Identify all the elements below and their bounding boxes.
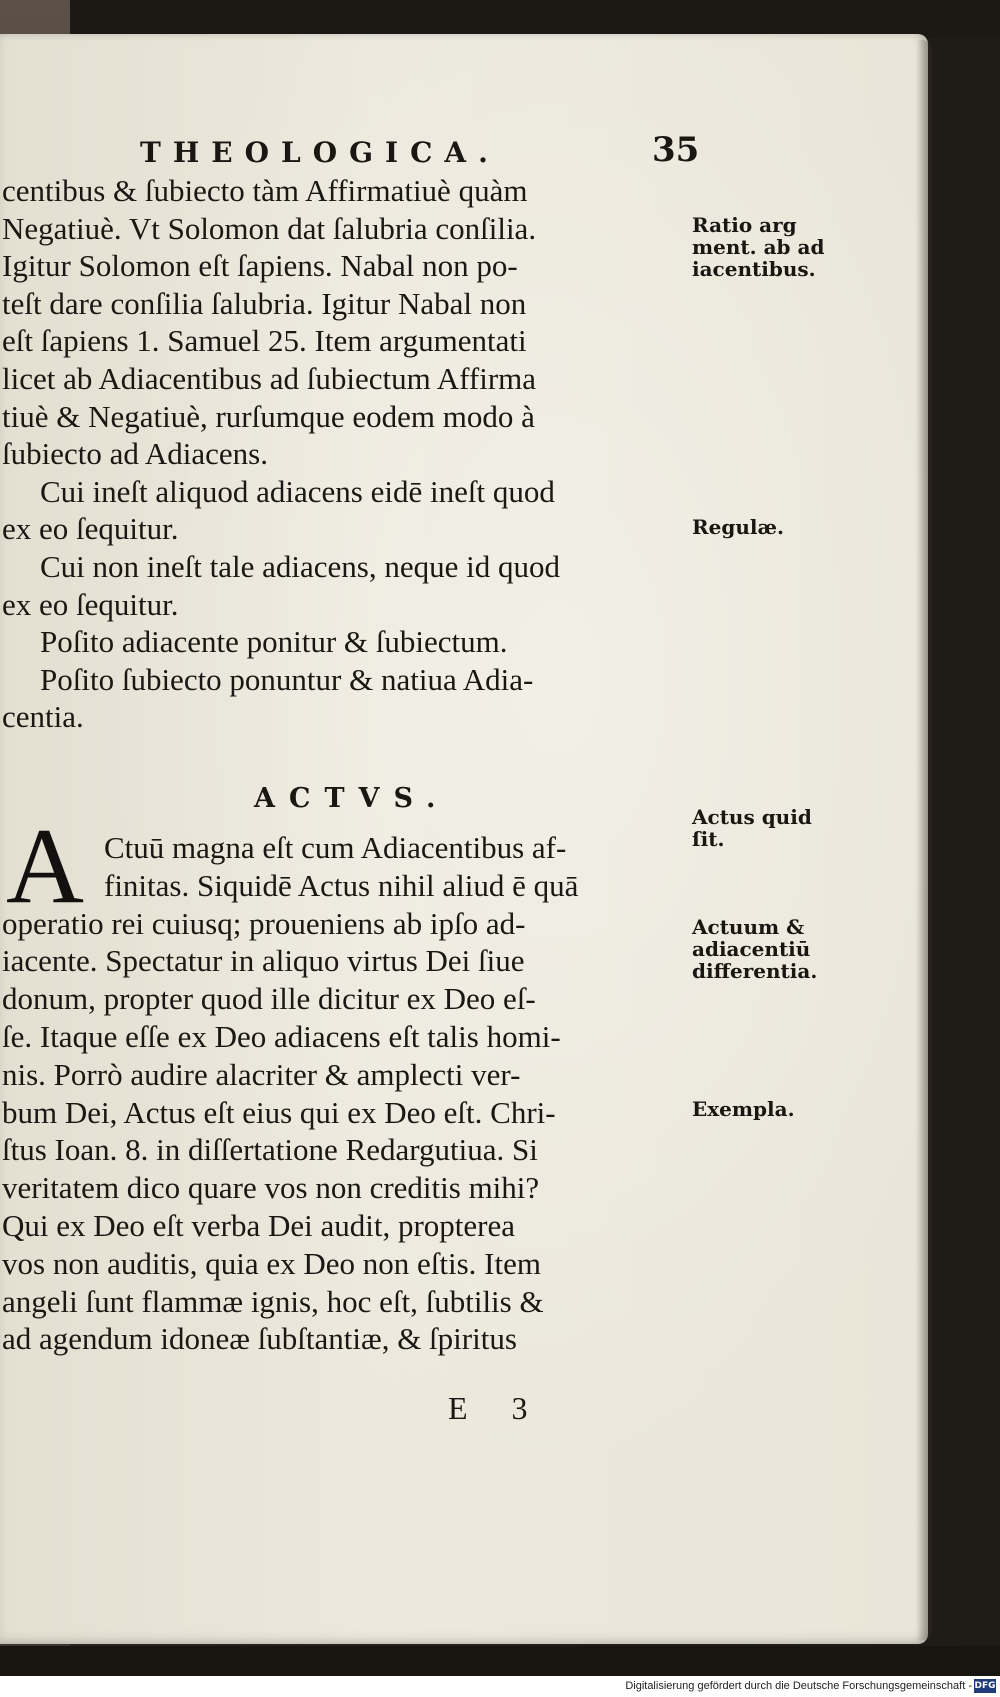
rule-line: centia. bbox=[2, 699, 84, 735]
marginal-line: Ratio arg bbox=[692, 213, 797, 237]
marginal-note-actuum bbox=[692, 916, 832, 982]
rule-line: ex eo ſequitur. bbox=[2, 586, 179, 622]
text-line: centibus & ſubiecto tàm Affirmatiuè quàm bbox=[2, 173, 528, 208]
section-line: angeli ſunt flammæ ignis, hoc eſt, ſubtilis & bbox=[2, 1283, 544, 1319]
rule-line: Cui non ineſt tale adiacens, neque id quod bbox=[40, 548, 560, 584]
section-line: ad agendum idoneæ ſubſtantiæ, & ſpiritus bbox=[2, 1321, 517, 1357]
section-line: Ctuū magna eſt cum Adiacentibus af- bbox=[104, 830, 567, 865]
attribution-text: Digitalisierung gefördert durch die Deutsche Forschungsgemeinschaft - bbox=[625, 1680, 972, 1692]
section-line: operatio rei cuiusq; proueniens ab ipſo ad- bbox=[2, 905, 526, 941]
scan-bottom-margin bbox=[0, 1646, 1000, 1676]
marginal-line: Actuum & bbox=[692, 915, 805, 939]
section-heading: ACTVS. bbox=[254, 783, 450, 814]
marginal-line: adiacentiū bbox=[692, 937, 811, 961]
rule-line: ex eo ſequitur. bbox=[2, 511, 179, 547]
main-text-block bbox=[2, 172, 682, 736]
signature-mark: E 3 bbox=[448, 1390, 546, 1426]
marginal-note-ratio bbox=[692, 214, 832, 280]
text-line: licet ab Adiacentibus ad ſubiectum Affirma bbox=[2, 360, 537, 396]
section-line: bum Dei, Actus eſt eius qui ex Deo eſt. Chri- bbox=[2, 1094, 556, 1130]
marginal-line: Exempla. bbox=[692, 1097, 795, 1121]
drop-cap-initial: A bbox=[6, 807, 84, 926]
section-line: finitas. Siquidē Actus nihil aliud ē quā bbox=[104, 867, 579, 903]
section-line: vos non auditis, quia ex Deo non eſtis. Item bbox=[2, 1245, 541, 1281]
text-line: Negatiuè. Vt Solomon dat ſalubria conſilia. bbox=[2, 210, 537, 246]
marginal-line: ſit. bbox=[692, 827, 725, 851]
marginal-note-actus-quid bbox=[692, 806, 832, 850]
text-line: tiuè & Negatiuè, rurſumque eodem modo à bbox=[2, 398, 535, 434]
marginal-line: Actus quid bbox=[692, 805, 812, 829]
text-line: teſt dare conſilia ſalubria. Igitur Nabal non bbox=[2, 285, 527, 321]
rule-line: Poſito adiacente ponitur & ſubiectum. bbox=[40, 624, 508, 660]
section-line: veritatem dico quare vos non creditis mihi? bbox=[2, 1170, 540, 1206]
rule-line: Poſito ſubiecto ponuntur & natiua Adia- bbox=[40, 661, 534, 697]
page-edge-shadow bbox=[916, 40, 932, 1640]
marginal-note-exempla bbox=[692, 1098, 832, 1120]
section-line: nis. Porrò audire alacriter & amplecti ver- bbox=[2, 1056, 521, 1092]
text-line: Igitur Solomon eſt ſapiens. Nabal non po- bbox=[2, 248, 518, 284]
text-line: ſubiecto ad Adiacens. bbox=[2, 436, 268, 472]
dfg-logo: DFG bbox=[974, 1681, 996, 1691]
scan-top-margin bbox=[0, 0, 1000, 38]
rule-line: Cui ineſt aliquod adiacens eidē ineſt quod bbox=[40, 473, 555, 509]
marginal-line: differentia. bbox=[692, 959, 818, 983]
section-text-block bbox=[2, 829, 682, 1358]
section-line: ſtus Ioan. 8. in diſſertatione Redargutiua. Si bbox=[2, 1132, 538, 1168]
section-line: donum, propter quod ille dicitur ex Deo eſ- bbox=[2, 981, 536, 1017]
marginal-line: ment. ab ad bbox=[692, 235, 825, 259]
page-number: 35 bbox=[652, 130, 700, 170]
section-line: ſe. Itaque eſſe ex Deo adiacens eſt talis homi- bbox=[2, 1018, 561, 1054]
running-head: THEOLOGICA. bbox=[140, 136, 500, 169]
marginal-line: Regulæ. bbox=[692, 515, 784, 539]
text-line: eſt ſapiens 1. Samuel 25. Item argumentati bbox=[2, 323, 527, 359]
section-line: iacente. Spectatur in aliquo virtus Dei ſiue bbox=[2, 943, 525, 979]
marginal-note-regulae bbox=[692, 516, 832, 538]
marginal-line: iacentibus. bbox=[692, 257, 816, 281]
section-line: Qui ex Deo eſt verba Dei audit, propterea bbox=[2, 1207, 516, 1243]
